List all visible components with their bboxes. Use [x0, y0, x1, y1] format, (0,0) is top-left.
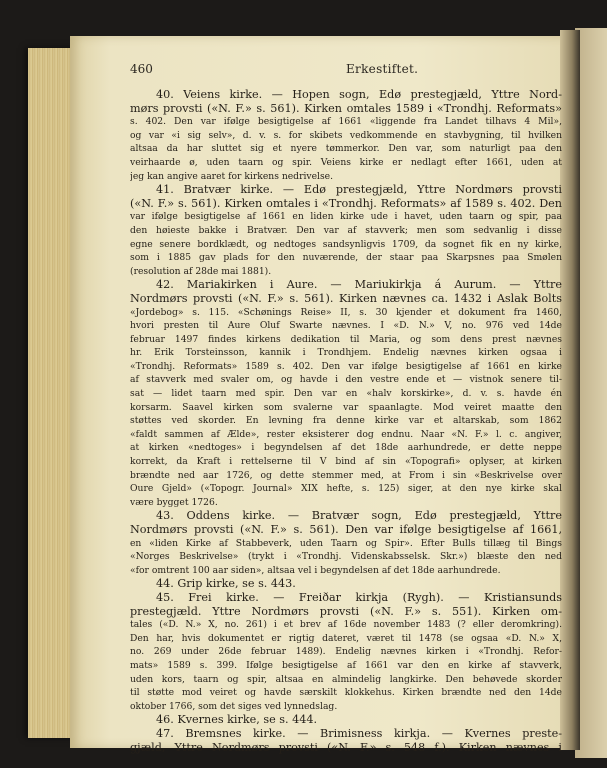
text-line: Nordmørs provsti («N. F.» s. 561). Den var ifølge besigtigelse af 1661, — [130, 523, 562, 536]
text-line: korsarm. Saavel kirken som svalerne var spaanlagte. Mod veiret maatte den — [130, 401, 562, 413]
text-line: veirhaarde ø, uden taarn og spir. Veiens kirke er nedlagt efter 1661, uden at — [130, 156, 562, 168]
text-line: 44. Grip kirke, se s. 443. — [156, 577, 296, 591]
text-line: hr. Erik Torsteinsson, kannik i Trondhjem. Endelig nævnes kirken ogsaa i — [130, 347, 562, 359]
text-line: korrekt, da Kraft i rettelserne til V bind af sin «Topografi» oplyser, at kirken — [130, 456, 562, 468]
text-line: («N. F.» s. 561). Kirken omtales i «Trondhj. Reformats» af 1589 s. 402. Den — [130, 196, 562, 210]
text-line: var ifølge besigtigelse af 1661 en liden kirke ude i havet, uden taarn og spir, paa — [130, 211, 562, 223]
text-line: «faldt sammen af Ælde», rester eksisterer dog endnu. Naar «N. F.» l. c. angiver, — [130, 428, 562, 440]
text-line: egne senere bordklædt, og nedtoges sandsynligvis 1709, da sognet fik en ny kirke, — [130, 238, 562, 250]
text-line: 41. Bratvær kirke. — Edø prestegjæld, Yttre Nordmørs provsti — [156, 183, 562, 197]
page-body — [130, 88, 562, 754]
text-line: brændte ned aar 1726, og dette stemmer med, at From i sin «Beskrivelse over — [130, 469, 562, 481]
text-line: Den har, hvis dokumentet er rigtig dateret, været til 1478 (se ogsaa «D. N.» X, — [130, 632, 562, 644]
text-line: oktober 1766, som det siges ved lynnedslag. — [130, 700, 338, 712]
text-line: «Jordebog» s. 115. «Schønings Reise» II, s. 30 kjender et dokument fra 1460, — [130, 306, 562, 318]
page-header — [130, 62, 560, 78]
text-line: jeg kan angive aaret for kirkens nedrivelse. — [130, 170, 334, 182]
text-line: mørs provsti («N. F.» s. 561). Kirken omtales 1589 i «Trondhj. Reformats» — [130, 101, 562, 115]
text-line: 43. Oddens kirke. — Bratvær sogn, Edø prestegjæld, Yttre — [156, 509, 562, 523]
text-line: prestegjæld. Yttre Nordmørs provsti («N. F.» s. 551). Kirken om- — [130, 604, 562, 618]
text-line: tales («D. N.» X, no. 261) i et brev af 16de november 1483 (? eller deromkring). — [130, 619, 562, 631]
text-line: Oure Gjeld» («Topogr. Journal» XIX hefte, s. 125) siger, at den nye kirke skal — [130, 483, 562, 495]
text-line: uden kors, taarn og spir, altsaa en almindelig langkirke. Den behøvede skorder — [130, 673, 562, 685]
text-line: s. 402. Den var ifølge besigtigelse af 1661 «liggende fra Landet tilhavs 4 Mil», — [130, 116, 562, 128]
text-line: februar 1497 findes kirkens dedikation til Maria, og som dens prest nævnes — [130, 333, 562, 345]
text-line: hvori presten til Aure Oluf Swarte nævnes. I «D. N.» V, no. 976 ved 14de — [130, 320, 562, 332]
text-line: af stavverk med svaler om, og havde i den vestre ende et — vistnok senere til- — [130, 374, 562, 386]
text-line: 46. Kvernes kirke, se s. 444. — [156, 713, 318, 727]
text-line: sat — lidet taarn med spir. Den var en «halv korskirke», d. v. s. havde én — [130, 388, 562, 400]
text-line: at kirken «nedtoges» i begyndelsen af det 18de aarhundrede, er dette neppe — [130, 442, 562, 454]
text-line: 40. Veiens kirke. — Hopen sogn, Edø prestegjæld, Yttre Nord- — [156, 88, 562, 101]
text-line: være bygget 1726. — [130, 496, 218, 508]
text-line: mats» 1589 s. 399. Ifølge besigtigelse af 1661 var den en kirke af stavverk, — [130, 659, 562, 671]
running-title: Erkestiftet. — [346, 62, 419, 76]
text-line: 42. Mariakirken i Aure. — Mariukirkja á Aurum. — Yttre — [156, 278, 562, 292]
text-line: «for omtrent 100 aar siden», altsaa vel i begyndelsen af det 18de aarhundrede. — [130, 564, 501, 576]
book-spine-shadow — [560, 30, 580, 750]
text-line: (resolution af 28de mai 1881). — [130, 265, 272, 277]
text-line: «Norges Beskrivelse» (trykt i «Trondhj. Videnskabsselsk. Skr.») blæste den ned — [130, 551, 562, 563]
page-number: 460 — [130, 62, 153, 76]
text-line: 45. Frei kirke. — Freiðar kirkja (Rygh). — Kristiansunds — [156, 590, 562, 604]
text-line: til støtte mod veiret og havde særskilt klokkehus. Kirken brændte ned den 14de — [130, 687, 562, 699]
text-line: gjæld, Yttre Nordmørs provsti («N. F.» s. 548 f.). Kirken nævnes i — [130, 740, 562, 754]
text-line: no. 269 under 26de februar 1489). Endelig nævnes kirken i «Trondhj. Refor- — [130, 646, 562, 658]
text-line: den høieste bakke i Bratvær. Den var af stavverk; men som sedvanlig i disse — [130, 224, 562, 236]
text-line: Nordmørs provsti («N. F.» s. 561). Kirken nævnes ca. 1432 i Aslak Bolts — [130, 291, 562, 305]
text-line: og var «i sig selv», d. v. s. for skibets vedkommende en stavbygning, til hvilken — [130, 129, 562, 141]
text-line: «Trondhj. Reformats» 1589 s. 402. Den var ifølge besigtigelse af 1661 en kirke — [130, 360, 562, 372]
text-line: altsaa da har sluttet sig et nyere tømmerkor. Den var, som naturligt paa den — [130, 143, 562, 155]
text-line: en «liden Kirke af Stabbeverk, uden Taarn og Spir». Efter Bulls tillæg til Bings — [130, 537, 562, 549]
text-line: støttes ved skorder. En levning fra denne kirke var et altarskab, som 1862 — [130, 415, 562, 427]
text-line: 47. Bremsnes kirke. — Brimisness kirkja. — Kvernes preste- — [156, 726, 562, 740]
text-line: som i 1885 gav plads for den nuværende, der staar paa Skarpsnes paa Smølen — [130, 252, 562, 264]
